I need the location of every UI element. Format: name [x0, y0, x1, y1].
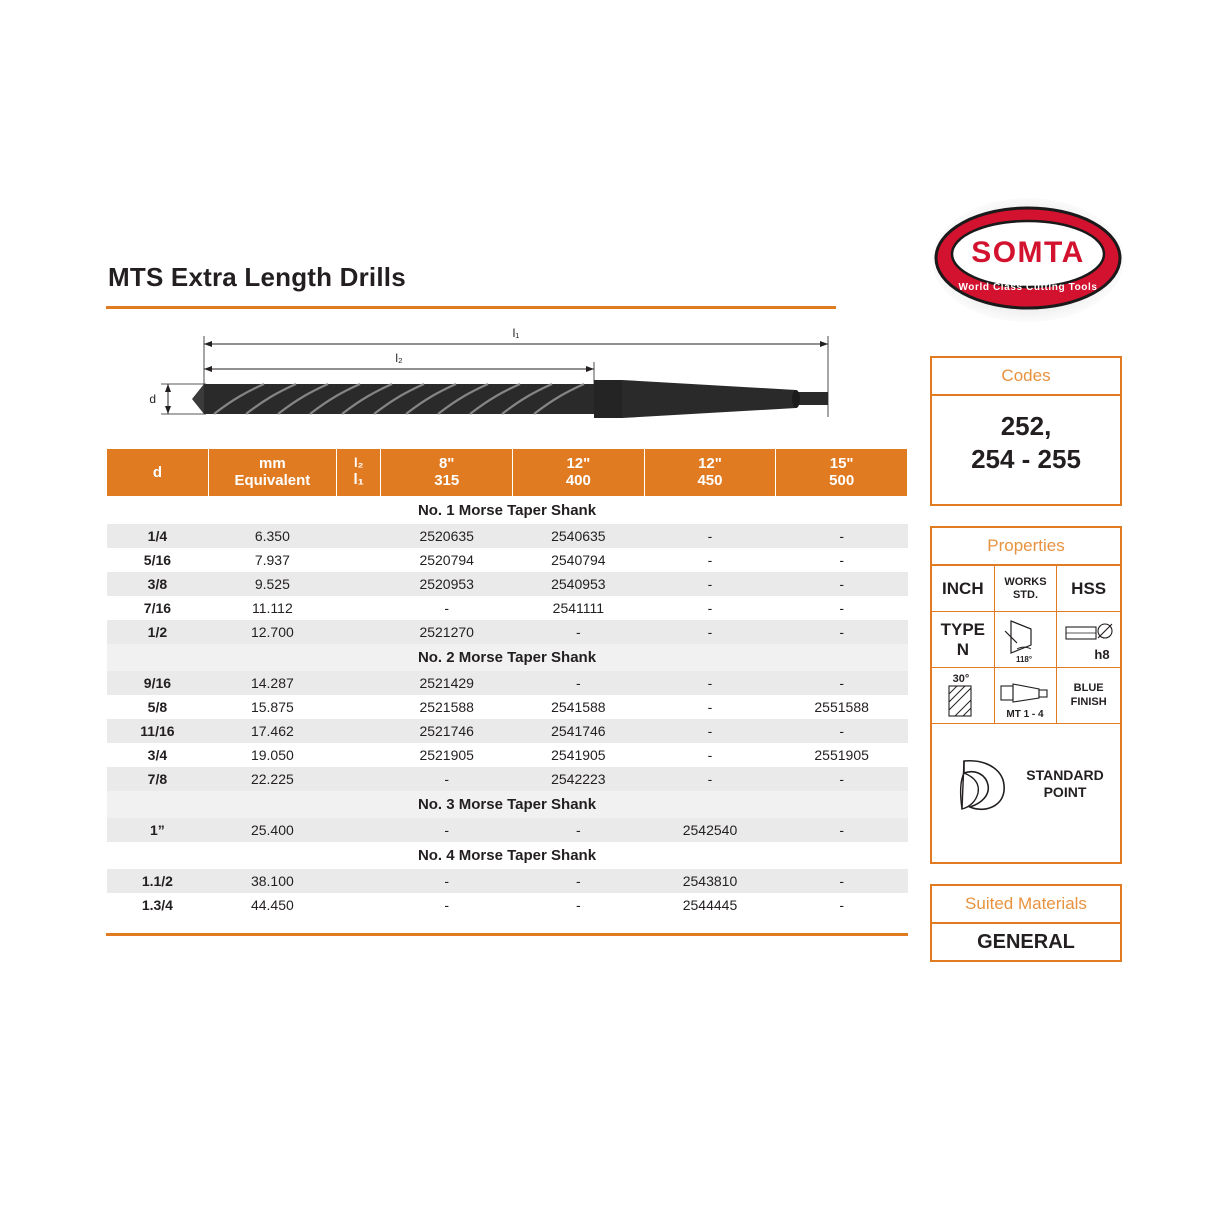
col-header-450: 12" 450: [644, 449, 776, 497]
suited-materials-value: GENERAL: [977, 931, 1075, 953]
codes-line-2: 254 - 255: [971, 443, 1081, 474]
col-header-lengths: l₂ l₁: [336, 449, 380, 497]
table-row: 1/4 6.350 2520635 2540635 - -: [107, 524, 908, 548]
properties-panel: [930, 526, 1122, 864]
table-row: 7/8 22.225 - 2542223 - -: [107, 767, 908, 791]
dim-label-l2: l₂: [395, 351, 403, 365]
property-point-angle: [995, 612, 1058, 668]
col-header-mm: mm Equivalent: [208, 449, 336, 497]
table-row: 1.3/4 44.450 - - 2544445 -: [107, 893, 908, 917]
table-row: 1” 25.400 - - 2542540 -: [107, 818, 908, 842]
codes-panel-heading: Codes: [932, 358, 1120, 396]
table-header-row: [107, 449, 908, 497]
codes-panel-value: [932, 396, 1120, 491]
drill-body-graphic: [192, 380, 828, 418]
property-shank-mt: [995, 668, 1058, 724]
codes-panel: [930, 356, 1122, 506]
standard-point-icon: [948, 751, 1018, 817]
point-angle-icon: [997, 615, 1053, 665]
property-tolerance-h8: [1057, 612, 1120, 668]
svg-text:MT 1 - 4: MT 1 - 4: [1006, 708, 1045, 720]
table-section-header: No. 4 Morse Taper Shank: [107, 842, 908, 869]
table-row: 3/4 19.050 2521905 2541905 - 2551905: [107, 743, 908, 767]
svg-text:30°: 30°: [952, 672, 970, 685]
somta-logo: [930, 196, 1126, 324]
property-standard-point: [932, 724, 1120, 844]
page-title: MTS Extra Length Drills: [108, 262, 406, 292]
property-helix-angle: [932, 668, 995, 724]
table-row: 11/16 17.462 2521746 2541746 - -: [107, 719, 908, 743]
table-bottom-divider: [106, 933, 908, 936]
logo-brand-text: SOMTA: [971, 236, 1085, 269]
property-blue-finish: BLUE FINISH: [1057, 668, 1120, 724]
col-header-400: 12" 400: [513, 449, 645, 497]
property-type-n: TYPE N: [932, 612, 995, 668]
property-works-std: WORKS STD.: [995, 566, 1058, 612]
dim-label-d: d: [149, 392, 156, 406]
dim-label-l1: l₁: [512, 326, 520, 340]
table-row: 5/8 15.875 2521588 2541588 - 2551588: [107, 695, 908, 719]
suited-materials-panel: [930, 884, 1122, 962]
col-header-d: d: [107, 449, 209, 497]
standard-point-label-line2: POINT: [1043, 784, 1087, 800]
property-hss: HSS: [1057, 566, 1120, 612]
drill-diagram: [106, 322, 866, 442]
table-row: 3/8 9.525 2520953 2540953 - -: [107, 572, 908, 596]
table-row: 7/16 11.112 - 2541111 - -: [107, 596, 908, 620]
svg-text:h8: h8: [1094, 646, 1110, 662]
tolerance-icon: [1060, 615, 1118, 665]
table-section-header: No. 2 Morse Taper Shank: [107, 644, 908, 671]
svg-text:118°: 118°: [1016, 654, 1033, 664]
logo-tagline-text: World Class Cutting Tools: [958, 282, 1098, 293]
title-divider: [106, 306, 836, 309]
properties-grid: [932, 566, 1120, 724]
standard-point-label-line1: STANDARD: [1026, 766, 1104, 783]
table-row: 9/16 14.287 2521429 - - -: [107, 671, 908, 695]
table-row: 1.1/2 38.100 - - 2543810 -: [107, 869, 908, 893]
property-inch: INCH: [932, 566, 995, 612]
properties-panel-heading: Properties: [932, 528, 1120, 566]
table-row: 1/2 12.700 2521270 - - -: [107, 620, 908, 644]
col-header-315: 8" 315: [381, 449, 513, 497]
drill-size-table: [106, 448, 908, 917]
table-row: 5/16 7.937 2520794 2540794 - -: [107, 548, 908, 572]
codes-line-1: 252,: [1000, 411, 1052, 441]
col-header-500: 15" 500: [776, 449, 908, 497]
table-section-header: No. 3 Morse Taper Shank: [107, 791, 908, 818]
helix-angle-icon: [935, 670, 991, 722]
morse-taper-shank-icon: [995, 670, 1055, 722]
table-section-header: No. 1 Morse Taper Shank: [107, 496, 908, 524]
suited-materials-heading: Suited Materials: [932, 886, 1120, 924]
